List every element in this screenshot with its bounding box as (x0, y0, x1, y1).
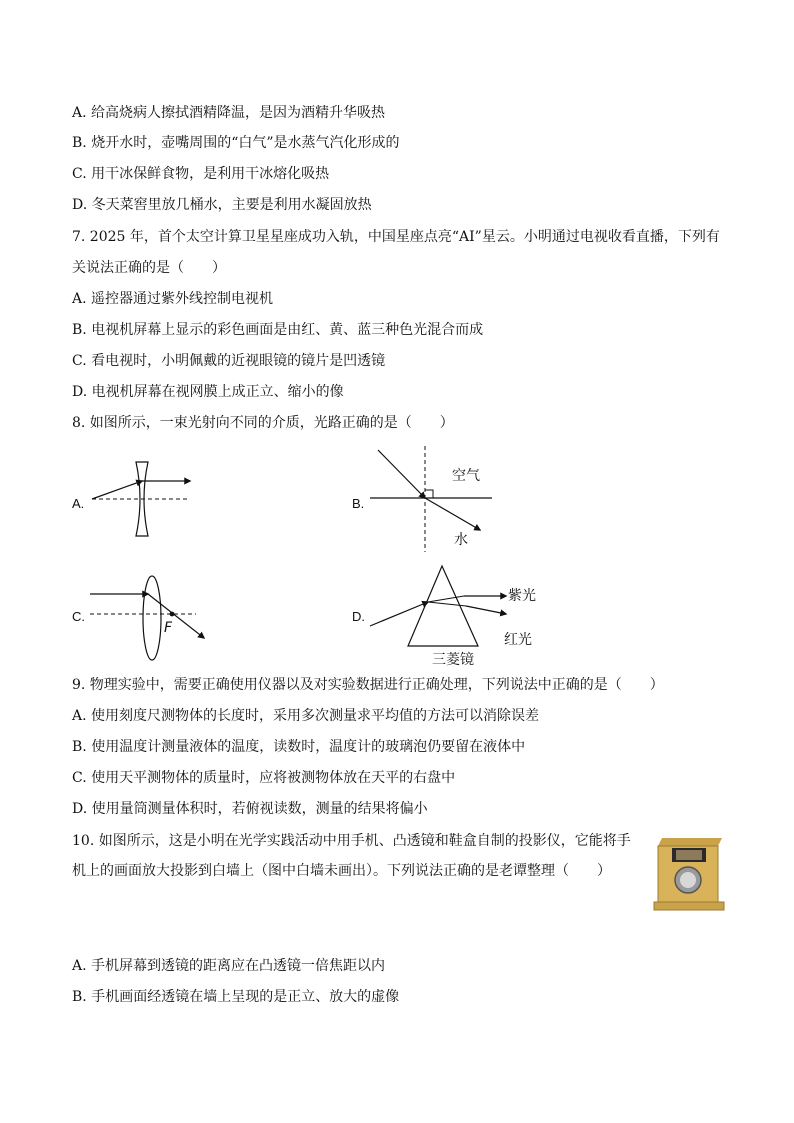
q8-label-c: C. (72, 609, 85, 624)
refracted-ray (148, 594, 204, 638)
refracted-ray (425, 498, 480, 530)
q9-option-b: B. 使用温度计测量液体的温度，读数时，温度计的玻璃泡仍要留在液体中 (72, 739, 526, 755)
right-angle-mark (425, 490, 433, 498)
q9-option-a: A. 使用刻度尺测物体的长度时，采用多次测量求平均值的方法可以消除误差 (72, 708, 540, 724)
q8-label-d: D. (352, 609, 365, 624)
internal-ray-red (428, 596, 464, 602)
q6-option-a: A. 给高烧病人擦拭酒精降温，是因为酒精升华吸热 (72, 105, 386, 121)
incident-ray (378, 450, 425, 498)
q7-option-b: B. 电视机屏幕上显示的彩色画面是由红、黄、蓝三种色光混合而成 (72, 322, 484, 338)
red-label: 红光 (504, 632, 532, 648)
violet-label: 紫光 (508, 588, 536, 604)
convex-lens (143, 576, 161, 660)
q8-label-b: B. (352, 496, 365, 511)
incident-ray (92, 481, 142, 499)
q6-option-d: D. 冬天菜窖里放几桶水，主要是利用水凝固放热 (72, 197, 372, 213)
q6-option-c: C. 用干冰保鲜食物，是利用干冰熔化吸热 (72, 166, 330, 182)
focus-label: F (164, 620, 173, 636)
shoebox-projector-photo (652, 832, 726, 914)
diagram-d-prism (366, 562, 556, 670)
q7-stem-line1: 7. 2025 年，首个太空计算卫星星座成功入轨，中国星座点亮“AI”星云。小明通过电视收看直播，下列有 (72, 229, 720, 245)
q8-label-a: A. (72, 496, 85, 511)
q7-option-c: C. 看电视时，小明佩戴的近视眼镜的镜片是凹透镜 (72, 353, 386, 369)
q8-stem: 8. 如图所示，一束光射向不同的介质，光路正确的是（ ） (72, 415, 454, 431)
violet-ray (466, 606, 506, 614)
q10-option-a: A. 手机屏幕到透镜的距离应在凸透镜一倍焦距以内 (72, 958, 386, 974)
q10-stem-line2: 机上的画面放大投影到白墙上（图中白墙未画出）。下列说法正确的是老谭整理（ ） (72, 863, 611, 879)
incident-ray (370, 602, 428, 626)
q9-option-d: D. 使用量筒测量体积时，若俯视读数，测量的结果将偏小 (72, 801, 428, 817)
q10-option-b: B. 手机画面经透镜在墙上呈现的是正立、放大的虚像 (72, 989, 400, 1005)
internal-ray-violet (428, 602, 466, 606)
water-label: 水 (454, 532, 468, 548)
diagram-c-convex-lens (86, 572, 210, 668)
q6-option-b: B. 烧开水时，壶嘴周围的“白气”是水蒸气汽化形成的 (72, 135, 400, 151)
diagram-b-refraction (366, 444, 500, 556)
q7-option-d: D. 电视机屏幕在视网膜上成正立、缩小的像 (72, 384, 344, 400)
diagram-a-concave-lens (86, 456, 206, 542)
q9-option-c: C. 使用天平测物体的质量时，应将被测物体放在天平的右盘中 (72, 770, 456, 786)
q7-stem-line2: 关说法正确的是（ ） (72, 260, 226, 276)
q9-stem: 9. 物理实验中，需要正确使用仪器以及对实验数据进行正确处理，下列说法中正确的是（ ） (72, 677, 664, 693)
air-label: 空气 (452, 468, 480, 484)
q7-option-a: A. 遥控器通过紫外线控制电视机 (72, 291, 274, 307)
prism-label: 三菱镜 (432, 652, 474, 668)
q10-stem-line1: 10. 如图所示，这是小明在光学实践活动中用手机、凸透镜和鞋盒自制的投影仪，它能将手 (72, 833, 631, 849)
focus-point (170, 612, 175, 617)
